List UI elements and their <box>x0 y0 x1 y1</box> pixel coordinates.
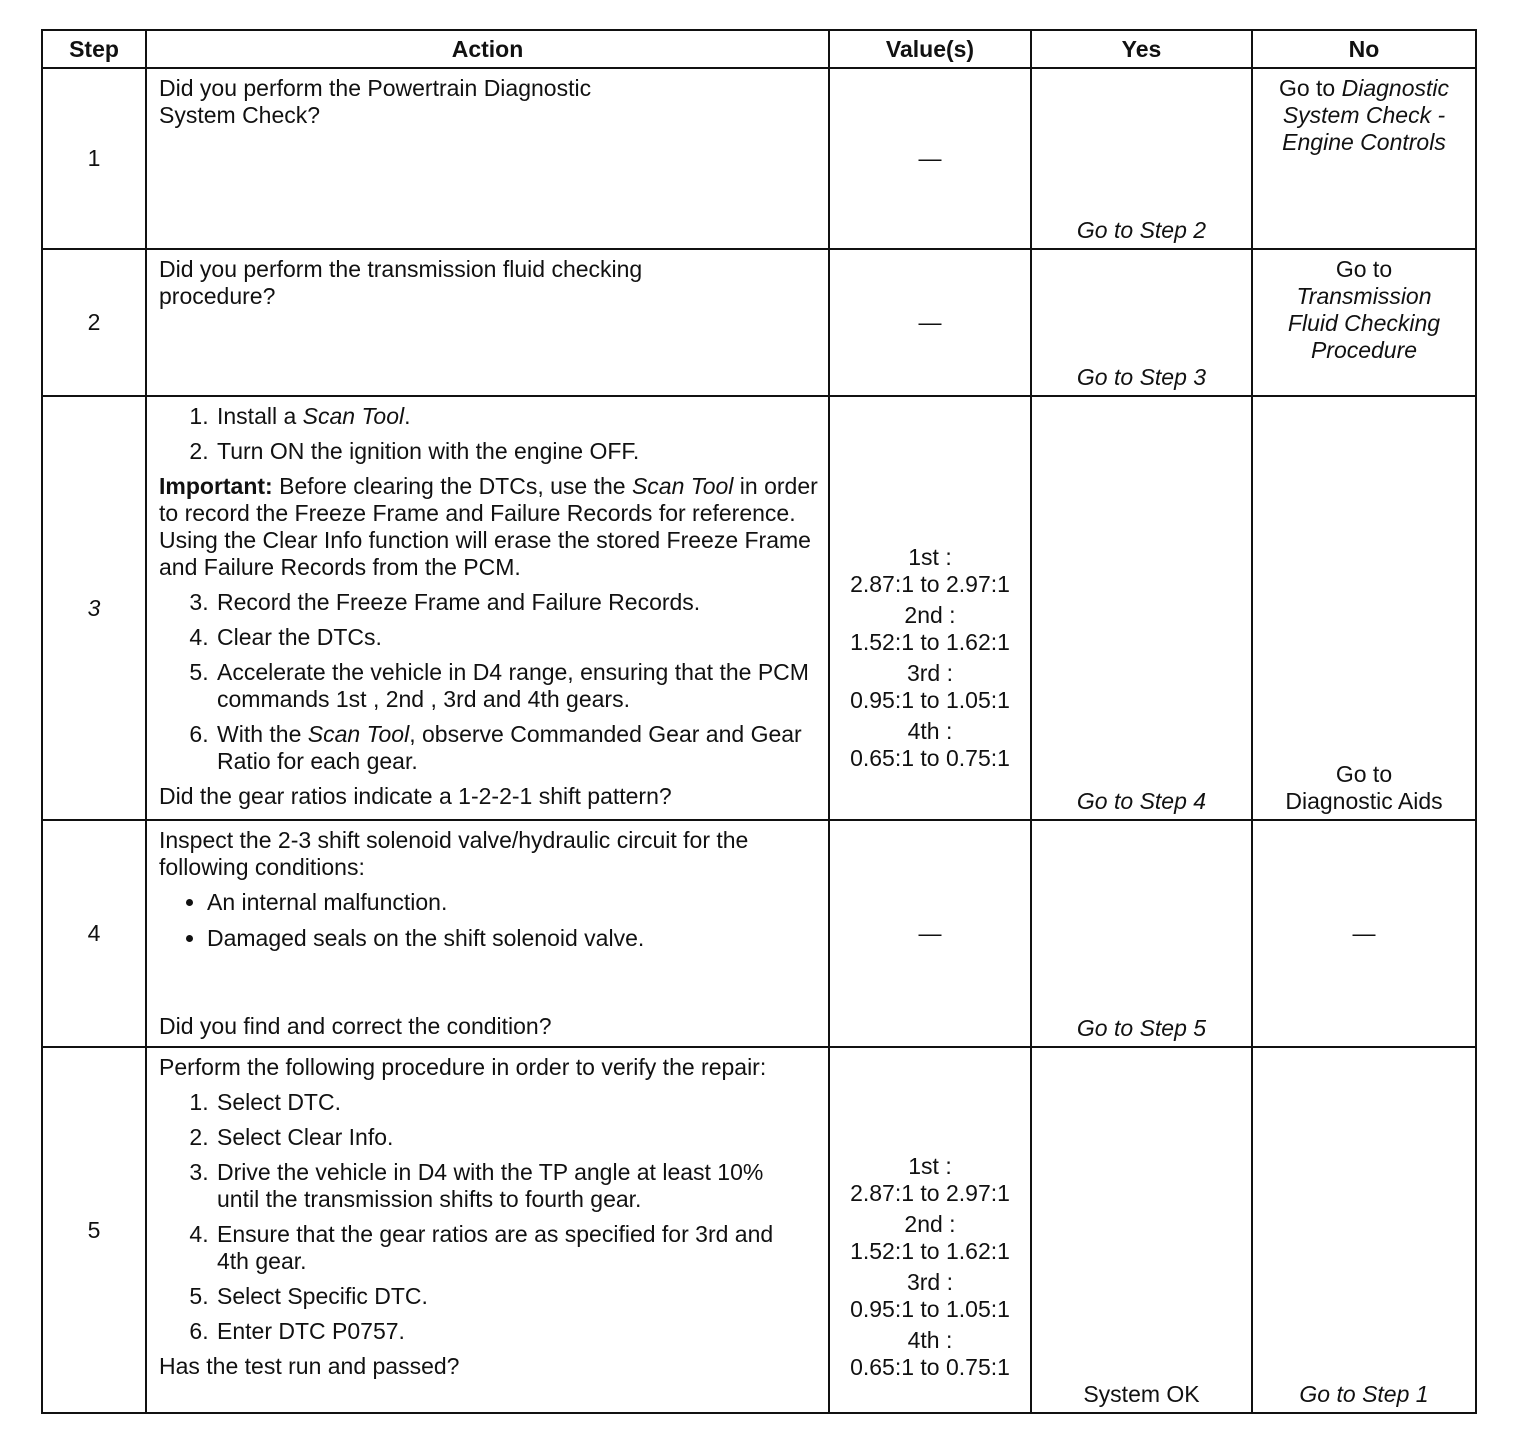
question-text: Did you find and correct the condition? <box>159 1013 552 1039</box>
no-cell <box>1252 396 1476 820</box>
no-link[interactable]: Go to Step 1 <box>1299 1381 1429 1407</box>
no-cell <box>1252 249 1476 396</box>
header-no: No <box>1252 30 1476 68</box>
action-cell <box>146 396 829 820</box>
question-text: Did you perform the transmission fluid checking procedure? <box>159 256 643 309</box>
gear-range: 1.52:1 to 1.62:1 <box>850 1238 1010 1264</box>
gear-label: 4th : <box>907 718 953 744</box>
yes-cell <box>1031 68 1252 249</box>
gear-label: 2nd : <box>904 1211 956 1237</box>
procedure-step: 3. Record the Freeze Frame and Failure Records. <box>215 589 818 616</box>
gear-range: 0.65:1 to 0.75:1 <box>850 1354 1010 1380</box>
procedure-list <box>159 589 818 775</box>
gear-range: 0.95:1 to 1.05:1 <box>850 1296 1010 1322</box>
intro-text: Inspect the 2-3 shift solenoid valve/hydraulic circuit for the following conditions: <box>159 827 749 880</box>
header-yes: Yes <box>1031 30 1252 68</box>
value-cell <box>829 396 1031 820</box>
question-text: Did the gear ratios indicate a 1-2-2-1 shift pattern? <box>159 783 672 809</box>
step-number: 4 <box>42 820 146 1047</box>
procedure-step: 3. Drive the vehicle in D4 with the TP angle at least 10% until the transmission shifts to fourth gear. <box>215 1159 777 1213</box>
condition-list <box>159 889 818 952</box>
step-number: 3 <box>42 396 146 820</box>
action-cell <box>146 1047 829 1413</box>
gear-range: 2.87:1 to 2.97:1 <box>850 571 1010 597</box>
gear-spec <box>830 1327 1030 1381</box>
procedure-step: 4. Ensure that the gear ratios are as specified for 3rd and 4th gear. <box>215 1221 777 1275</box>
gear-spec <box>830 544 1030 598</box>
header-values: Value(s) <box>829 30 1031 68</box>
header-action: Action <box>146 30 829 68</box>
condition-item: • Damaged seals on the shift solenoid valve. <box>207 925 818 952</box>
no-cell: — <box>1252 820 1476 1047</box>
important-text: Before clearing the DTCs, use the Scan Tool in order to record the Freeze Frame and Failure Records for reference. Using the Clear Info function will erase the stored Freeze Frame and Failure Records from the PCM. <box>159 473 818 580</box>
condition-item: • An internal malfunction. <box>207 889 818 916</box>
gear-spec <box>830 718 1030 772</box>
no-link-text: Diagnostic System Check - Engine Controls <box>1282 75 1450 155</box>
gear-label: 3rd : <box>906 1269 954 1295</box>
gear-range: 0.65:1 to 0.75:1 <box>850 745 1010 771</box>
no-cell <box>1252 68 1476 249</box>
yes-cell <box>1031 249 1252 396</box>
important-note <box>159 473 818 581</box>
procedure-list <box>159 403 818 465</box>
gear-range: 0.95:1 to 1.05:1 <box>850 687 1010 713</box>
yes-cell <box>1031 396 1252 820</box>
procedure-step: 2. Select Clear Info. <box>215 1124 818 1151</box>
action-cell <box>146 820 829 1047</box>
gear-range: 2.87:1 to 2.97:1 <box>850 1180 1010 1206</box>
intro-text: Perform the following procedure in order to verify the repair: <box>159 1054 767 1080</box>
procedure-step: 4. Clear the DTCs. <box>215 624 818 651</box>
yes-link[interactable]: Go to Step 4 <box>1076 788 1207 814</box>
no-prefix: Go to <box>1278 75 1336 101</box>
no-link[interactable] <box>1253 250 1475 364</box>
yes-cell <box>1031 820 1252 1047</box>
step-number: 5 <box>42 1047 146 1413</box>
important-label: Important: <box>159 473 273 499</box>
procedure-step: 6. With the Scan Tool, observe Commanded Gear and Gear Ratio for each gear. <box>215 721 818 775</box>
gear-label: 2nd : <box>904 602 956 628</box>
question-text: Did you perform the Powertrain Diagnostic System Check? <box>159 75 592 128</box>
no-prefix: Go to <box>1335 256 1393 282</box>
step-number: 1 <box>42 68 146 249</box>
gear-spec <box>830 602 1030 656</box>
gear-spec <box>830 1153 1030 1207</box>
procedure-step: 2. Turn ON the ignition with the engine OFF. <box>215 438 818 465</box>
header-row <box>42 30 1476 68</box>
procedure-step: 1. Install a Scan Tool. <box>215 403 818 430</box>
header-step: Step <box>42 30 146 68</box>
gear-spec <box>830 1211 1030 1265</box>
yes-result: System OK <box>1083 1381 1200 1407</box>
procedure-step: 1. Select DTC. <box>215 1089 818 1116</box>
yes-cell <box>1031 1047 1252 1413</box>
step-number: 2 <box>42 249 146 396</box>
procedure-step: 5. Select Specific DTC. <box>215 1283 818 1310</box>
action-cell <box>146 68 829 249</box>
procedure-step: 6. Enter DTC P0757. <box>215 1318 818 1345</box>
procedure-list <box>159 1089 818 1345</box>
yes-link[interactable]: Go to Step 5 <box>1076 1015 1207 1041</box>
value-cell: — <box>829 249 1031 396</box>
procedure-step: 5. Accelerate the vehicle in D4 range, ensuring that the PCM commands 1st , 2nd , 3rd and 4th gears. <box>215 659 818 713</box>
table-row-step-1 <box>42 68 1476 249</box>
no-cell <box>1252 1047 1476 1413</box>
value-cell <box>829 1047 1031 1413</box>
gear-spec <box>830 660 1030 714</box>
gear-label: 1st : <box>908 1153 952 1179</box>
table-row-step-3 <box>42 396 1476 820</box>
gear-range: 1.52:1 to 1.62:1 <box>850 629 1010 655</box>
table-row-step-2 <box>42 249 1476 396</box>
table-row-step-4 <box>42 820 1476 1047</box>
gear-label: 4th : <box>907 1327 953 1353</box>
yes-link[interactable]: Go to Step 2 <box>1076 217 1207 243</box>
value-cell: — <box>829 68 1031 249</box>
table-row-step-5 <box>42 1047 1476 1413</box>
no-link[interactable]: Go to Diagnostic Aids <box>1285 761 1443 814</box>
yes-link[interactable]: Go to Step 3 <box>1076 364 1207 390</box>
diagnostic-table <box>41 29 1477 1414</box>
gear-spec <box>830 1269 1030 1323</box>
no-link-text: Transmission Fluid Checking Procedure <box>1287 283 1441 363</box>
value-cell: — <box>829 820 1031 1047</box>
action-cell <box>146 249 829 396</box>
question-text: Has the test run and passed? <box>159 1353 460 1379</box>
no-link[interactable] <box>1253 69 1475 156</box>
gear-label: 3rd : <box>906 660 954 686</box>
gear-label: 1st : <box>908 544 952 570</box>
